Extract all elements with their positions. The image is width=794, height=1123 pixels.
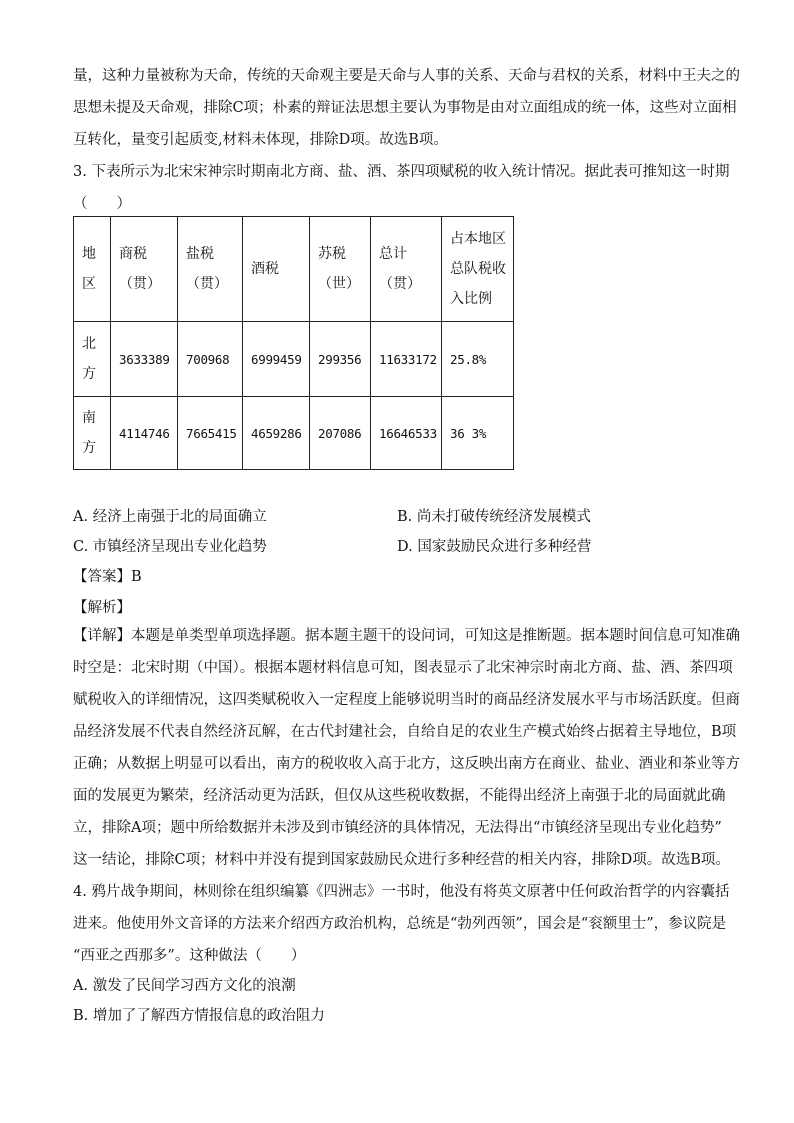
text-line: 品经济发展不代表自然经济瓦解，在古代封建社会，自给自足的农业生产模式始终占据着主导地位，B项 [73, 724, 737, 740]
table-header-row [74, 217, 514, 322]
analysis-label: 【解析】 [73, 600, 131, 616]
option-c: C. 市镇经济呈现出专业化趋势 [73, 539, 267, 555]
analysis-paragraph [73, 620, 740, 876]
text-line: 【详解】本题是单类型单项选择题。据本题主题干的设问词，可知这是推断题。据本题时间信息可知准确 [73, 628, 740, 644]
text-line: 时空是：北宋时期（中国）。根据本题材料信息可知，图表显示了北宋神宗时南北方商、盐、酒、茶四项 [73, 660, 733, 676]
option-b: B. 尚未打破传统经济发展模式 [397, 509, 591, 525]
table-row-north [74, 322, 514, 397]
question-3-stem [73, 156, 730, 220]
table-cell: 7665415 [178, 397, 243, 470]
header-cell-region: 地 区 [74, 217, 111, 322]
text-line: 进来。他使用外文音译的方法来介绍西方政治机构，总统是“勃列西领”，国会是“衮额里士”，参议院是 [73, 916, 727, 932]
header-cell-total: 总计 （贯） [371, 217, 442, 322]
text-line: 4. 鸦片战争期间，林则徐在组织编纂《四洲志》一书时，他没有将英文原著中任何政治哲学的内容囊括 [73, 884, 730, 900]
option-a: A. 经济上南强于北的局面确立 [73, 509, 267, 525]
text-line: 互转化，量变引起质变,材料未体现，排除D项。故选B项。 [73, 132, 448, 148]
text-line: （ ） [73, 196, 131, 212]
table-cell: 6999459 [243, 322, 310, 397]
table-cell: 299356 [310, 322, 371, 397]
header-cell-commerce-tax: 商税 （贯） [111, 217, 178, 322]
table-cell: 207086 [310, 397, 371, 470]
table-cell: 36 3% [442, 397, 514, 470]
table-cell: 4659286 [243, 397, 310, 470]
q4-option-b: B. 增加了了解西方情报信息的政治阻力 [73, 1008, 325, 1024]
header-cell-ratio: 占本地区 总队税收 入比例 [442, 217, 514, 322]
text-line: “西亚之西那多”。这种做法（ ） [73, 948, 306, 964]
text-line: 面的发展更为繁荣，经济活动更为活跃，但仅从这些税收数据，不能得出经济上南强于北的局面就此确 [73, 788, 726, 804]
text-line: 思想未提及天命观，排除C项；朴素的辩证法思想主要认为事物是由对立面组成的统一体，这些对立面相 [73, 100, 737, 116]
table-cell: 25.8% [442, 322, 514, 397]
option-d: D. 国家鼓励民众进行多种经营 [397, 539, 592, 555]
text-line: 赋税收入的详细情况，这四类赋税收入一定程度上能够说明当时的商品经济发展水平与市场活跃度。但商 [73, 692, 740, 708]
header-cell-wine-tax: 酒税 [243, 217, 310, 322]
table-cell: 700968 [178, 322, 243, 397]
region-cell: 南 方 [74, 397, 111, 470]
table-cell: 16646533 [371, 397, 442, 470]
q4-option-a: A. 激发了民间学习西方文化的浪潮 [73, 978, 296, 994]
text-line: 正确；从数据上明显可以看出，南方的税收收入高于北方，这反映出南方在商业、盐业、酒业和茶业等方 [73, 756, 740, 772]
table-row-south [74, 397, 514, 470]
text-line: 立，排除A项；题中所给数据并未涉及到市镇经济的具体情况，无法得出“市镇经济呈现出专业化趋势” [73, 820, 722, 836]
table-cell: 11633172 [371, 322, 442, 397]
text-line: 量，这种力量被称为天命，传统的天命观主要是天命与人事的关系、天命与君权的关系，材料中王夫之的 [73, 68, 740, 84]
answer-label: 【答案】B [73, 569, 142, 585]
tax-table [73, 216, 514, 470]
question-4-stem [73, 876, 730, 972]
text-line: 3. 下表所示为北宋宋神宗时期南北方商、盐、酒、茶四项赋税的收入统计情况。据此表可推知这一时期 [73, 164, 730, 180]
table-cell: 4114746 [111, 397, 178, 470]
previous-explanation [73, 60, 740, 156]
text-line: 这一结论，排除C项；材料中并没有提到国家鼓励民众进行多种经营的相关内容，排除D项。故选B项。 [73, 852, 730, 868]
header-cell-salt-tax: 盐税 （贯） [178, 217, 243, 322]
region-cell: 北 方 [74, 322, 111, 397]
header-cell-tea-tax: 苏税 （世） [310, 217, 371, 322]
table-cell: 3633389 [111, 322, 178, 397]
